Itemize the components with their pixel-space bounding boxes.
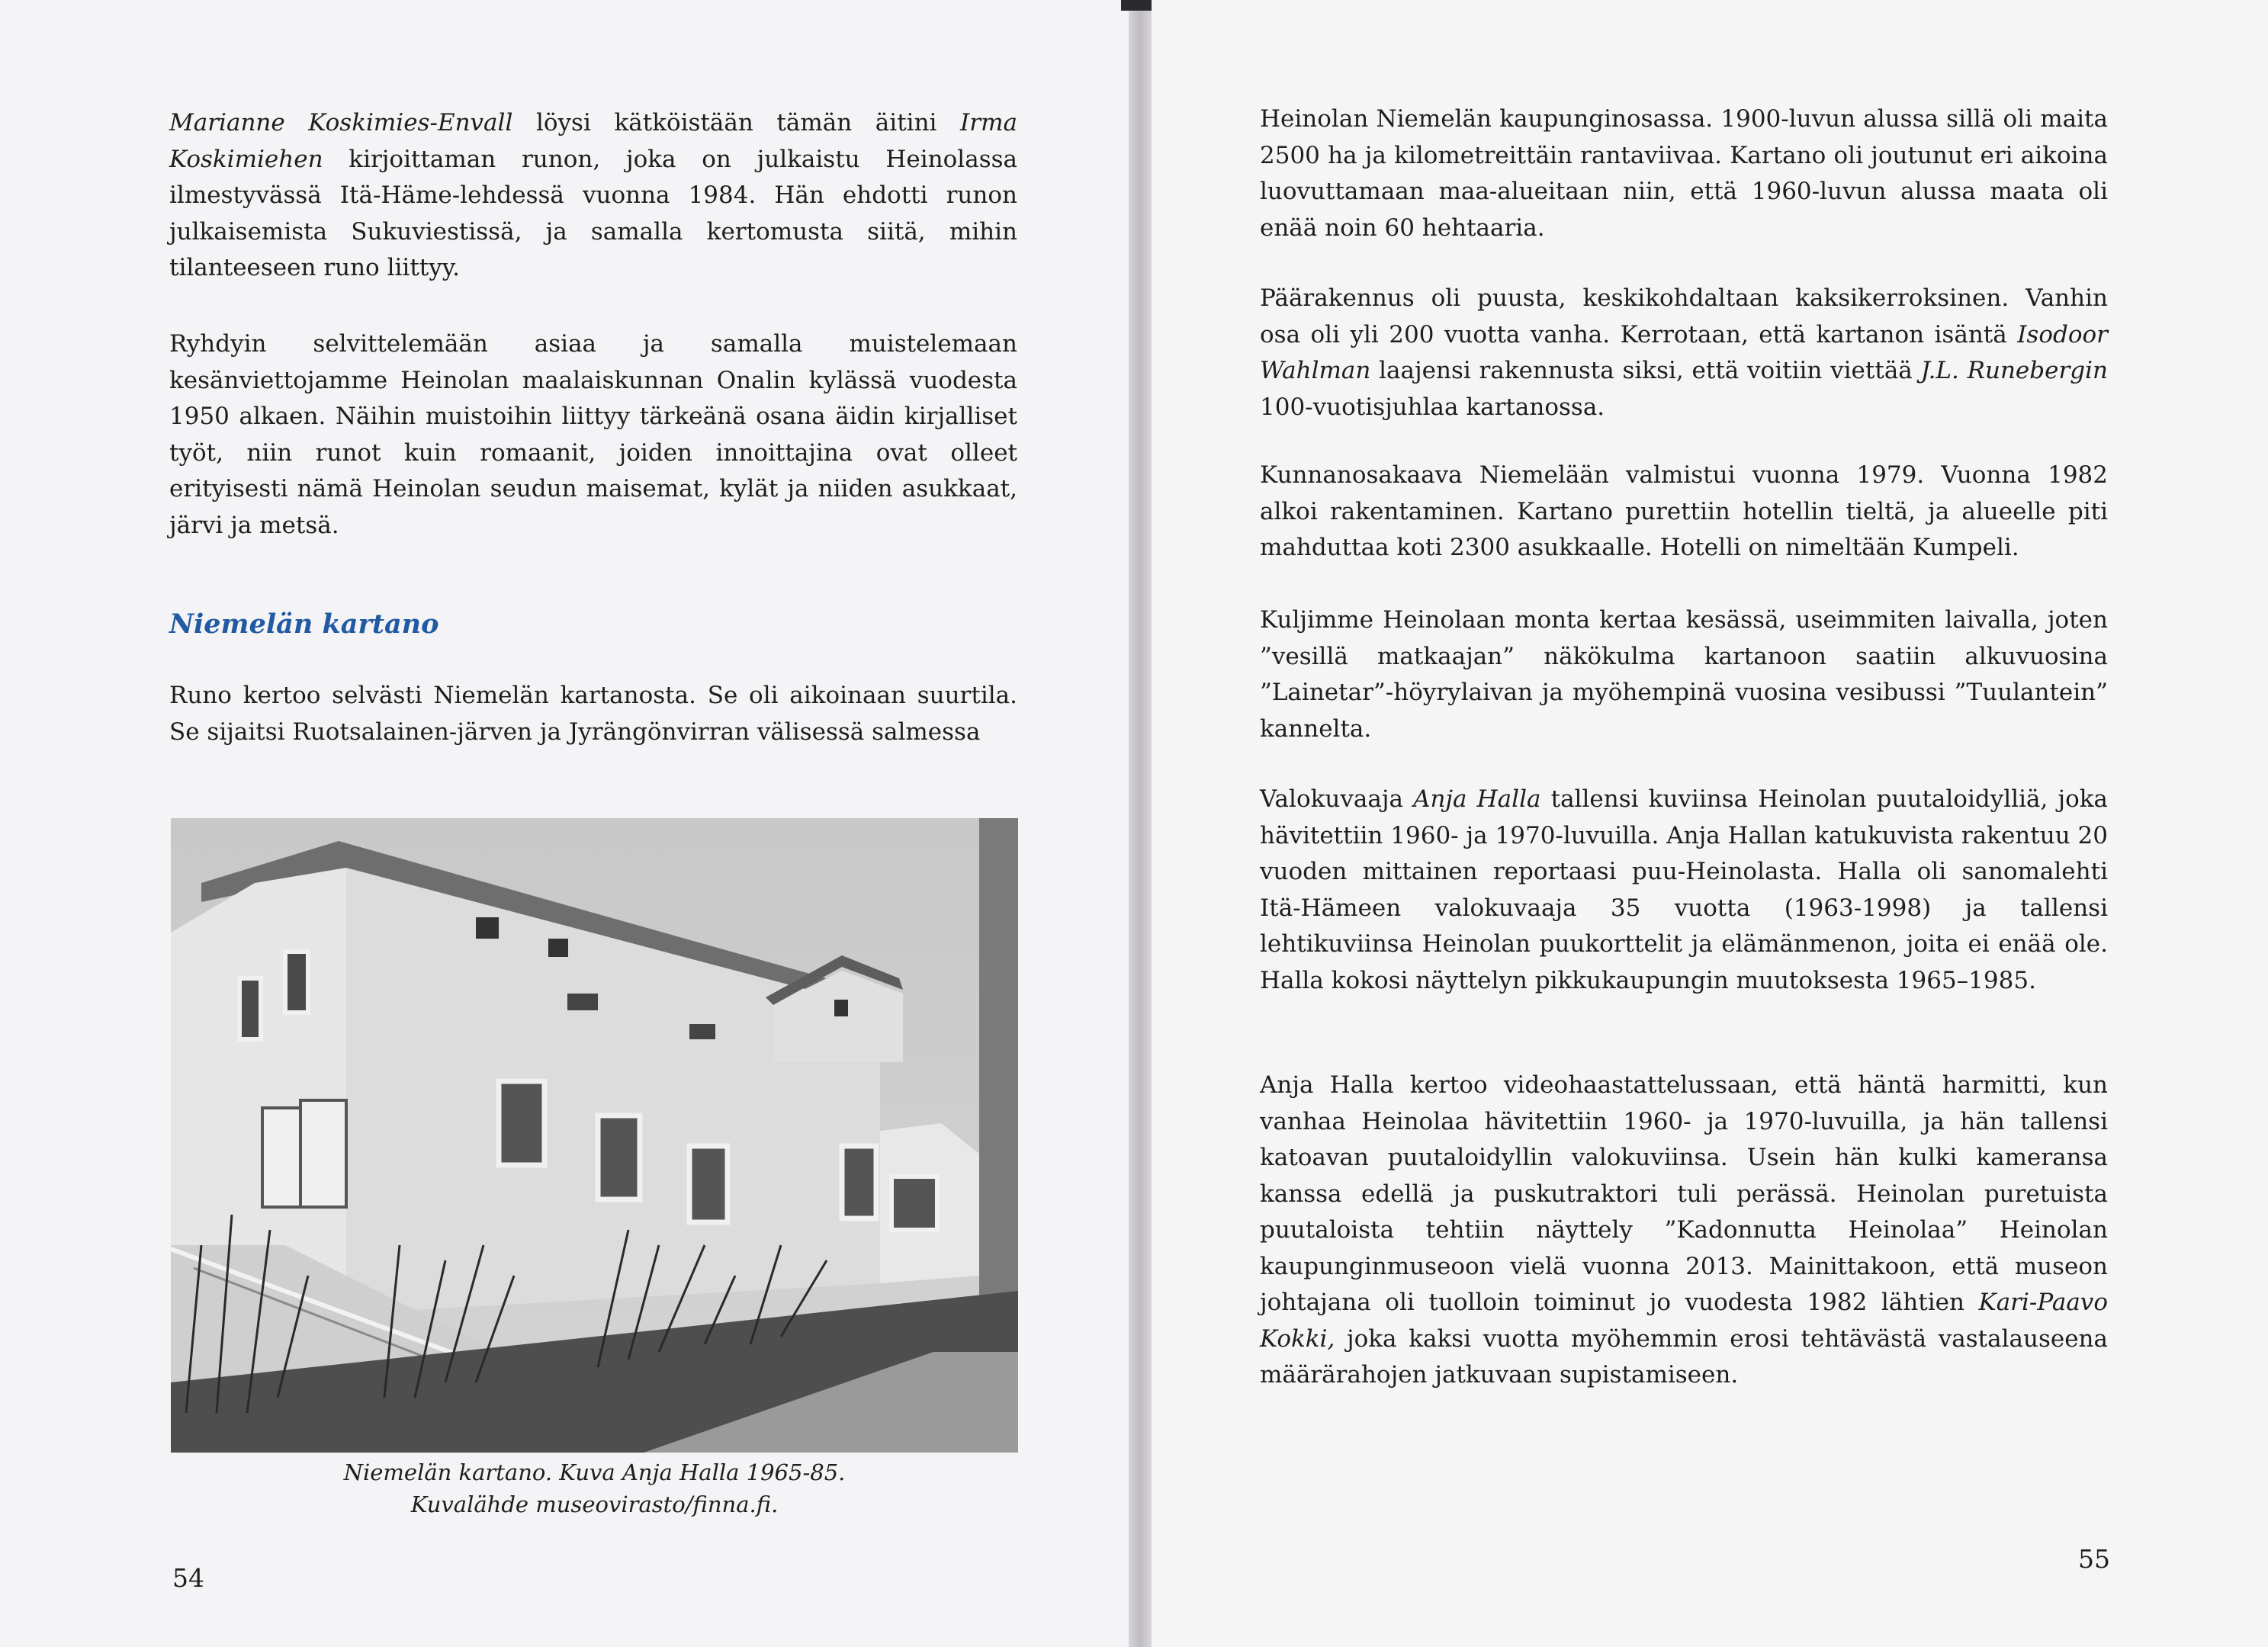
manor-photo bbox=[171, 818, 1018, 1453]
paragraph-text: 100-vuotisjuhlaa kartanossa. bbox=[1260, 393, 1605, 421]
right-page bbox=[1152, 0, 2268, 1647]
paragraph-text: tallensi kuviinsa Heinolan puutaloidylliä, joka hävitettiin 1960- ja 1970-luvuilla. Anja Hallan katukuvista rakentuu 20 vuoden mittainen reportaasi puu-Heinolasta. Halla oli sanomalehti Itä-Hämeen valokuvaaja 35 vuotta (1963-1998) ja tallensi lehtikuviinsa Heinolan puukorttelit ja elämänmenon, joita ei enää ole. Halla kokosi näyttelyn pikkukaupungin muutoksesta 1965–1985. bbox=[1260, 785, 2108, 994]
poet-name: J.L. Runebergin bbox=[1920, 357, 2108, 384]
caption-line-1: Niemelän kartano. Kuva Anja Halla 1965-85. bbox=[343, 1459, 846, 1485]
author-name: Marianne Koskimies-Envall bbox=[169, 109, 513, 136]
paragraph-text: kirjoittaman runon, joka on julkaistu Heinolassa ilmestyvässä Itä-Häme-lehdessä vuonna 1984. Hän ehdotti runon julkaisemista Sukuviestissä, ja samalla kertomusta siitä, mihin tilanteeseen runo liittyy. bbox=[169, 145, 1017, 281]
caption-line-2: Kuvalähde museovirasto/finna.fi. bbox=[410, 1491, 779, 1517]
paragraph-text: laajensi rakennusta siksi, että voitiin viettää bbox=[1370, 357, 1921, 384]
book-gutter bbox=[1129, 0, 1152, 1647]
paragraph-text: Anja Halla kertoo videohaastattelussaan, että häntä harmitti, kun vanhaa Heinolaa hävitettiin 1960- ja 1970-luvuilla, ja hän tallensi katoavan puutaloidyllin valokuviinsa. Usein hän kulki kameransa kanssa edellä ja puskutraktori tuli perässä. Heinolan puretuista puutaloista tehtiin näyttely ”Kadonnutta Heinolaa” Heinolan kaupunginmuseoon vielä vuonna 2013. Mainittakoon, että museon johtajana oli tuolloin toiminut jo vuodesta 1982 lähtien bbox=[1260, 1071, 2108, 1316]
paragraph-text: joka kaksi vuotta myöhemmin erosi tehtävästä vastalauseena määrärahojen jatkuvaan supistamiseen. bbox=[1260, 1324, 2108, 1389]
paragraph-text: Valokuvaaja bbox=[1260, 785, 1414, 813]
right-paragraph-5 bbox=[1260, 782, 2108, 999]
poet-name: Irma Koskimiehen bbox=[169, 109, 1017, 173]
page-number-right: 55 bbox=[2078, 1544, 2110, 1574]
owner-name: Isodoor Wahlman bbox=[1260, 320, 2108, 384]
page-number-left: 54 bbox=[172, 1563, 204, 1593]
director-name: Kari-Paavo Kokki, bbox=[1260, 1289, 2108, 1353]
manor-photo-illustration bbox=[171, 818, 1018, 1453]
photo-caption bbox=[171, 1456, 1018, 1520]
paragraph-text: Päärakennus oli puusta, keskikohdaltaan kaksikerroksinen. Vanhin osa oli yli 200 vuotta vanha. Kerrotaan, että kartanon isäntä bbox=[1260, 284, 2108, 348]
left-paragraph-3: Runo kertoo selvästi Niemelän kartanosta. Se oli aikoinaan suurtila. Se sijaitsi Ruotsalainen-järven ja Jyrängönvirran välisessä salmessa bbox=[169, 682, 1017, 746]
right-paragraph-3: Kunnanosakaava Niemelään valmistui vuonna 1979. Vuonna 1982 alkoi rakentaminen. Kartano purettiin hotellin tieltä, ja alueelle piti mahduttaa koti 2300 asukkaalle. Hotelli on nimeltään Kumpeli. bbox=[1260, 461, 2108, 561]
left-paragraph-1 bbox=[169, 105, 1017, 287]
right-paragraph-1: Heinolan Niemelän kaupunginosassa. 1900-luvun alussa sillä oli maita 2500 ha ja kilometreittäin rantaviivaa. Kartano oli joutunut eri aikoina luovuttamaan maa-alueitaan niin, että 1960-luvun alussa maata oli enää noin 60 hehtaaria. bbox=[1260, 105, 2108, 242]
left-paragraph-2: Ryhdyin selvittelemään asiaa ja samalla muistelemaan kesänviettojamme Heinolan maalaiskunnan Onalin kylässä vuodesta 1950 alkaen. Näihin muistoihin liittyy tärkeänä osana äidin kirjalliset työt, niin runot kuin romaanit, joiden innoittajina ovat olleet erityisesti nämä Heinolan seudun maisemat, kylät ja niiden asukkaat, järvi ja metsä. bbox=[169, 330, 1017, 539]
right-paragraph-6 bbox=[1260, 1068, 2108, 1394]
section-heading: Niemelän kartano bbox=[169, 608, 439, 640]
paragraph-text: löysi kätköistään tämän äitini bbox=[512, 109, 961, 136]
right-paragraph-2 bbox=[1260, 281, 2108, 425]
left-page bbox=[0, 0, 1129, 1647]
photographer-name: Anja Halla bbox=[1413, 785, 1541, 813]
right-paragraph-4: Kuljimme Heinolaan monta kertaa kesässä, useimmiten laivalla, joten ”vesillä matkaajan” näkökulma kartanoon saatiin alkuvuosina ”Lainetar”-höyrylaivan ja myöhempinä vuosina vesibussi ”Tuulantein” kannelta. bbox=[1260, 606, 2108, 743]
